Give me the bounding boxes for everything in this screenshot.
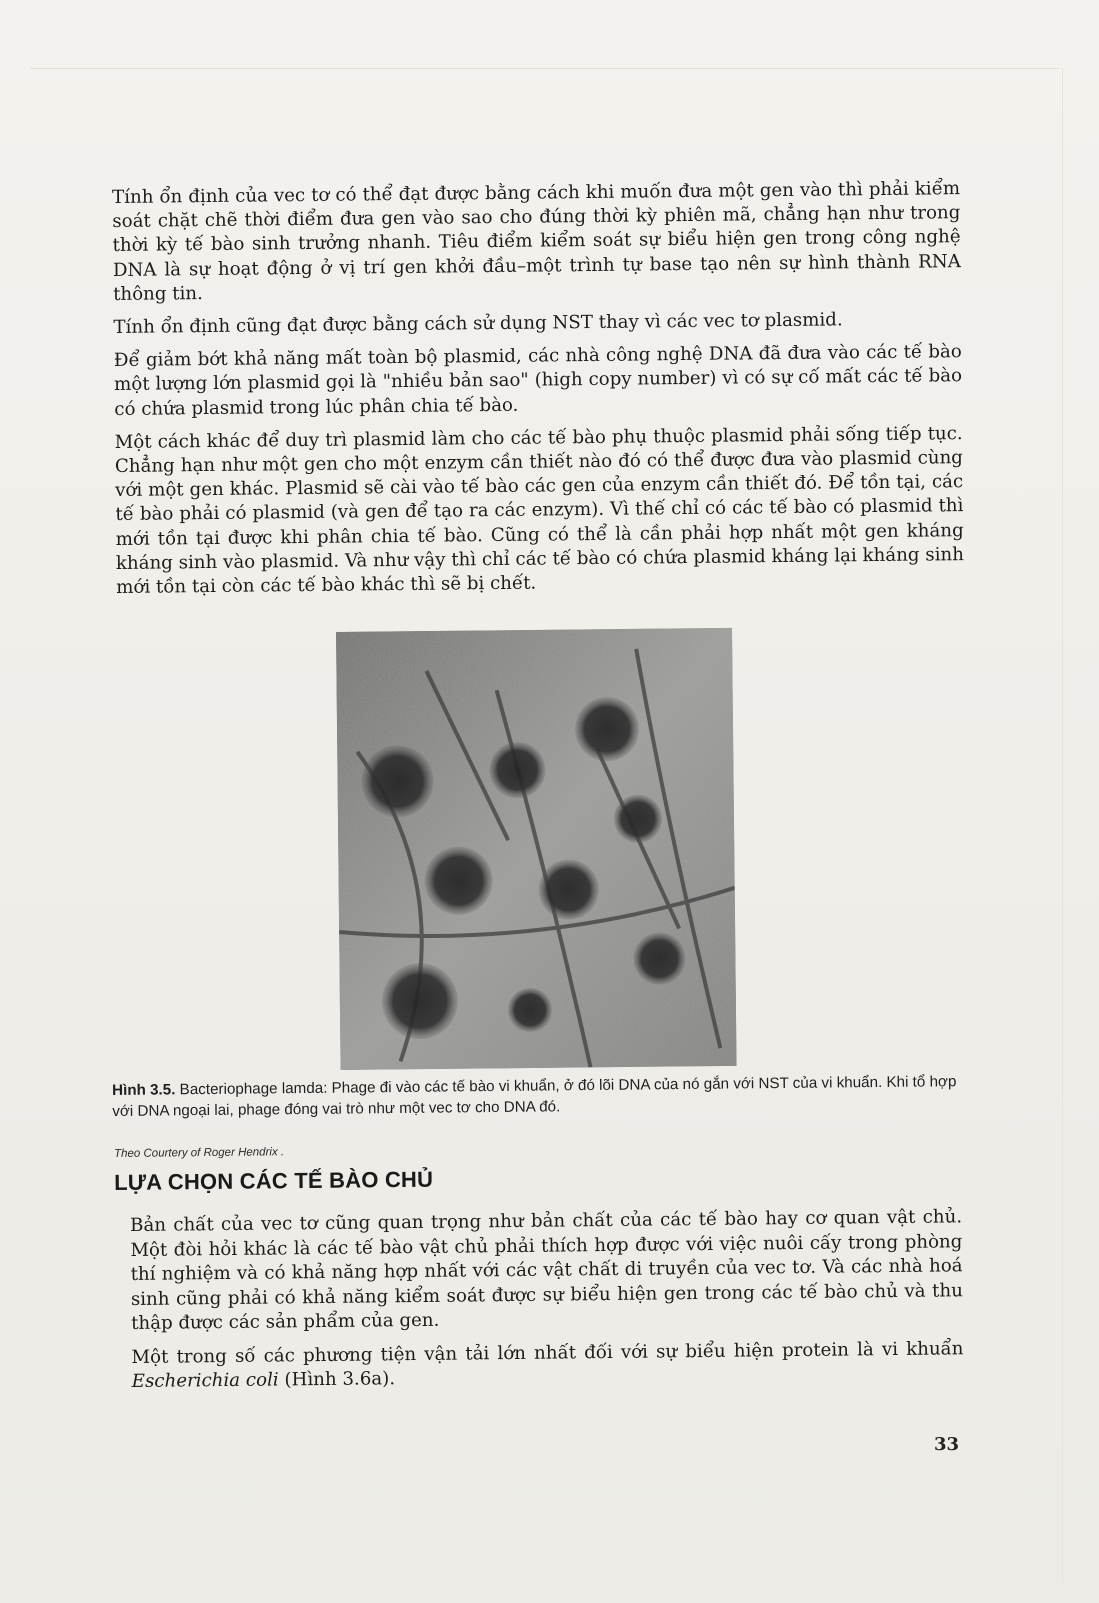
page-number: 33 <box>934 1434 960 1455</box>
paragraph: Tính ổn định của vec tơ có thể đạt được bằng cách khi muốn đưa một gen vào thì phải kiểm soát chặt chẽ thời điểm đưa gen vào sao cho đúng thời kỳ phiên mã, chẳng hạn như trong thời kỳ tế bào sinh trưởng nhanh. Tiêu điểm kiểm soát sự biểu hiện gen trong công nghệ DNA là sự hoạt động ở vị trí gen khởi đầu–một trình tự base tạo nên sự hình thành RNA thông tin. <box>112 178 961 305</box>
paragraph: Một cách khác để duy trì plasmid làm cho các tế bào phụ thuộc plasmid phải sống tiếp tục. Chẳng hạn như một gen cho một enzym cần thiết nào đó có thể được đưa vào plasmid cùng với một gen khác. Plasmid sẽ cài vào tế bào các gen của enzym cần thiết đó. Để tồn tại, các tế bào phải có plasmid (và gen để tạo ra các enzym). Vì thế chỉ có các tế bào có plasmid thì mới tồn tại được khi phân chia tế bào. Cũng có thể là cần phải hợp nhất một gen kháng kháng sinh vào plasmid. Và như vậy thì chỉ các tế bào có chứa plasmid kháng lại kháng sinh mới tồn tại còn các tế bào khác thì sẽ bị chết. <box>114 422 965 599</box>
text-run: Một trong số các phương tiện vận tải lớn nhất đối với sự biểu hiện protein là vi khuẩn <box>131 1337 964 1368</box>
section-heading: LỰA CHỌN CÁC TẾ BÀO CHỦ <box>114 1166 434 1195</box>
bacteriophage-micrograph <box>336 628 737 1070</box>
page-edge-top <box>30 68 1059 69</box>
paragraph: Để giảm bớt khả năng mất toàn bộ plasmid, các nhà công nghệ DNA đã đưa vào các tế bào một lượng lớn plasmid gọi là "nhiều bản sao" (high copy number) vì có sự cố mất các tế bào có chứa plasmid trong lúc phân chia tế bào. <box>113 341 963 420</box>
body-text-top <box>112 177 964 609</box>
paragraph-last <box>131 1337 963 1395</box>
figure-credit: Theo Courtery of Roger Hendrix . <box>114 1146 285 1160</box>
paragraph: Bản chất của vec tơ cũng quan trọng như bản chất của các tế bào hay cơ quan vật chủ. Một đòi hỏi khác là các tế bào vật chủ phải thích hợp được với việc nuôi cấy trong phòng thí nghiệm và có khả năng hợp nhất với các vật chất di truyền của vec tơ. Và các nhà hoá sinh cũng phải có khả năng kiểm soát được sự biểu hiện gen trong các tế bào chủ và thu thập được các sản phẩm của gen. <box>130 1206 963 1334</box>
paragraph: Tính ổn định cũng đạt được bằng cách sử dụng NST thay vì các vec tơ plasmid. <box>113 309 843 339</box>
page-edge-right <box>1062 68 1063 1583</box>
text-run: (Hình 3.6a). <box>278 1368 396 1391</box>
figure-caption-text: Bacteriophage lamda: Phage đi vào các tế bào vi khuẩn, ở đó lõi DNA của nó gắn với NST của vi khuẩn. Khi tổ hợp với DNA ngoại lai, phage đóng vai trò như một vec tơ cho DNA đó. <box>112 1073 957 1120</box>
species-name: Escherichia coli <box>131 1369 279 1392</box>
micrograph-image <box>336 628 737 1070</box>
figure-label: Hình 3.5. <box>112 1081 176 1099</box>
body-text-bottom <box>130 1205 964 1403</box>
figure-caption <box>112 1071 972 1122</box>
